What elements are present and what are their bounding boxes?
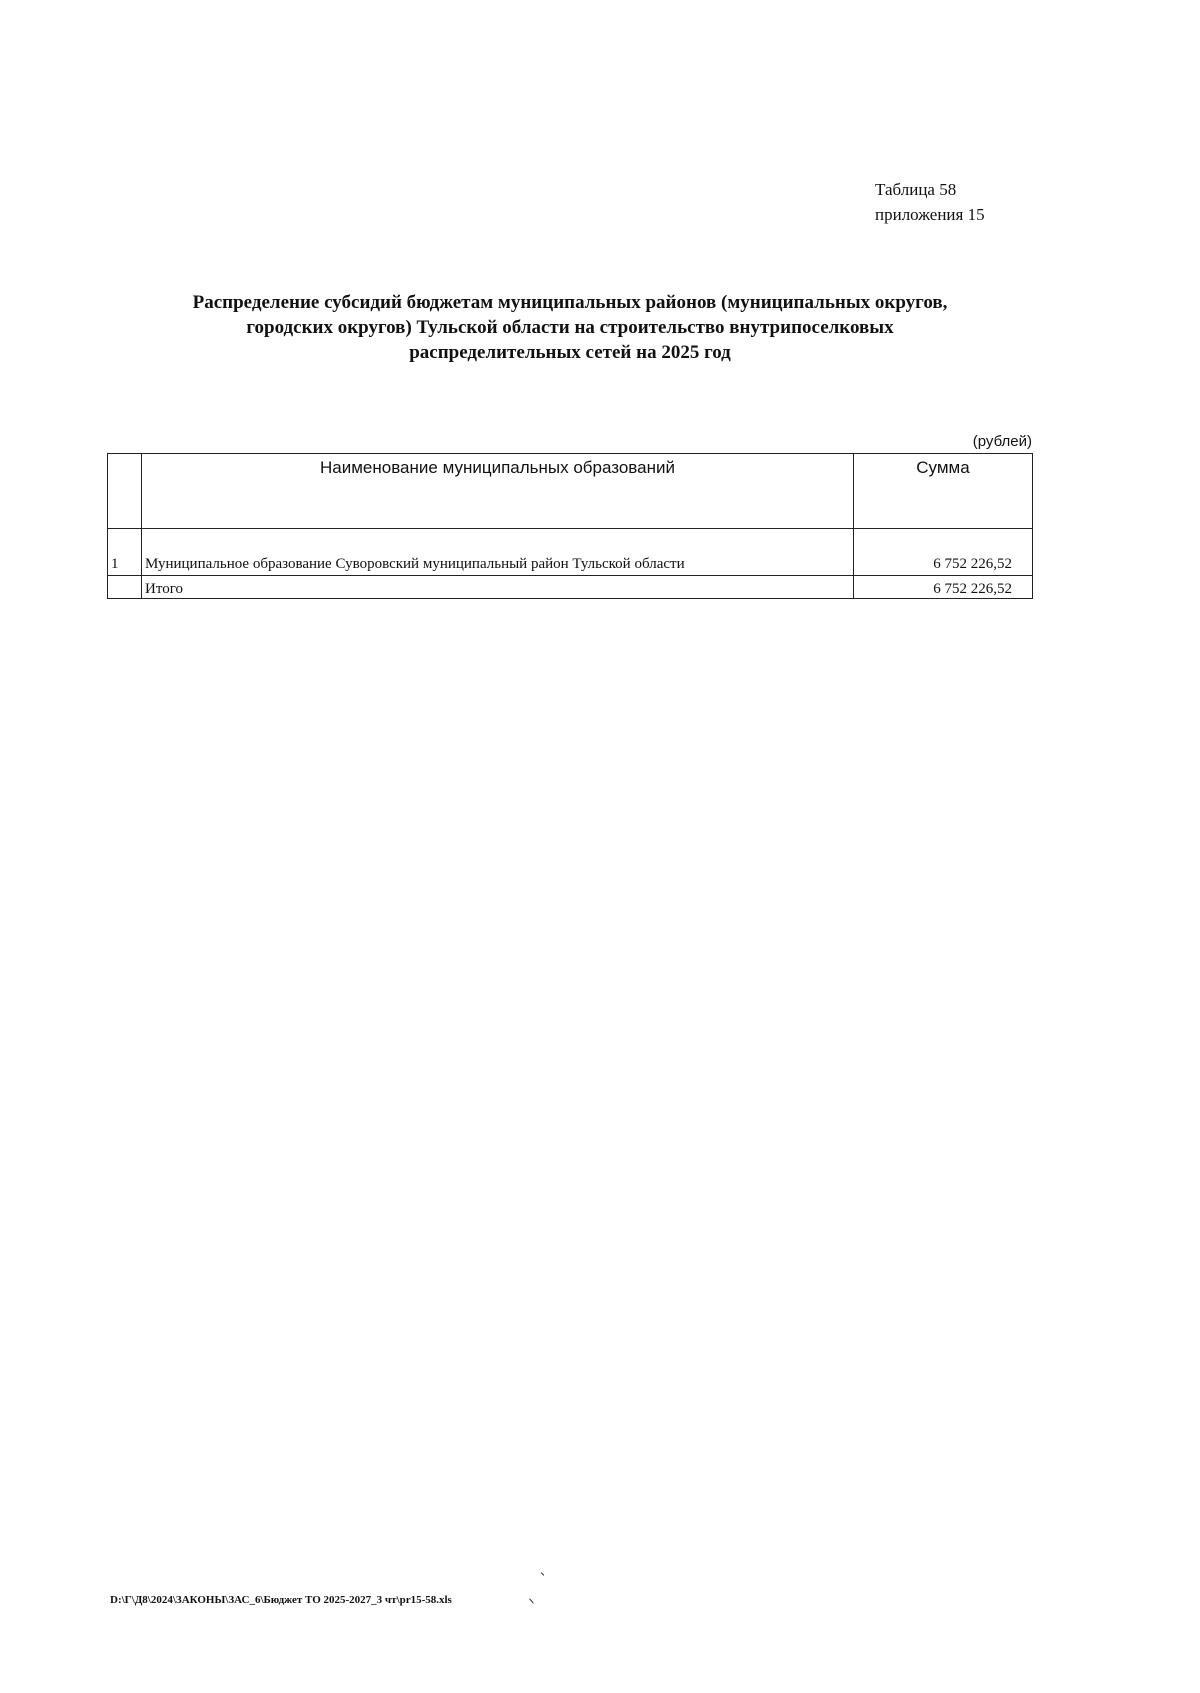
total-label: Итого (142, 576, 854, 599)
document-title (120, 290, 1020, 365)
table-total-row (108, 576, 1033, 599)
table-row (108, 529, 1033, 576)
row-amount: 6 752 226,52 (854, 529, 1033, 576)
title-line-3: распределительных сетей на 2025 год (409, 342, 731, 363)
title-line-2: городских округов) Тульской области на строительство внутрипоселковых (246, 317, 894, 338)
row-name: Муниципальное образование Суворовский муниципальный район Тульской области (142, 529, 854, 576)
file-path: D:\Г\Д8\2024\ЗАКОНЫ\ЗАС_6\Бюджет ТО 2025-2027_3 чт\pr15-58.xls (110, 1594, 452, 1606)
title-line-1: Распределение субсидий бюджетам муниципальных районов (муниципальных округов, (192, 292, 948, 313)
header-amount: Сумма (854, 454, 1033, 529)
total-number (108, 576, 142, 599)
header-number (108, 454, 142, 529)
total-amount: 6 752 226,52 (854, 576, 1033, 599)
table-reference (875, 177, 985, 227)
appendix-number: приложения 15 (875, 205, 985, 224)
table-number: Таблица 58 (875, 180, 957, 199)
header-name: Наименование муниципальных образований (142, 454, 854, 529)
subsidy-table (107, 453, 1033, 599)
table-header-row (108, 454, 1033, 529)
units-label: (рублей) (972, 433, 1032, 450)
scan-artifact (529, 1598, 534, 1603)
row-number: 1 (108, 529, 142, 576)
scan-artifact (541, 1572, 545, 1576)
